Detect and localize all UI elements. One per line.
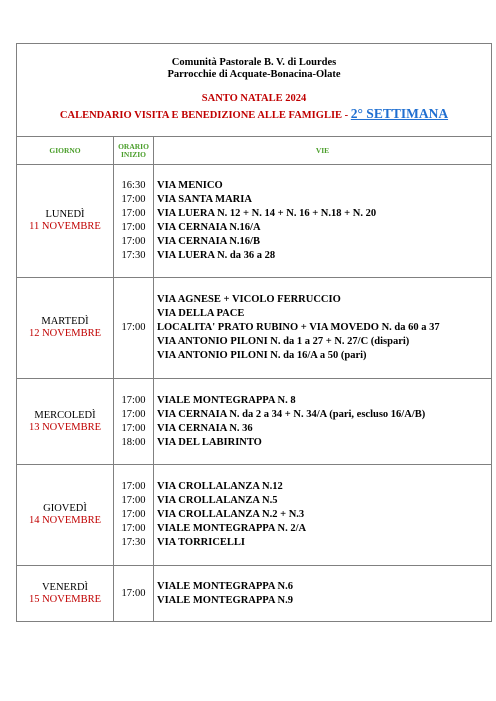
table-row — [17, 379, 492, 465]
street-item: VIALE MONTEGRAPPA N. 8 — [157, 394, 296, 406]
street-item: VIA CROLLALANZA N.2 + N.3 — [157, 509, 305, 520]
column-header-orario — [114, 137, 154, 165]
start-time: 17:00 — [121, 481, 146, 492]
day-name: LUNEDÌ — [45, 209, 85, 220]
day-name: MERCOLEDÌ — [34, 409, 96, 421]
streets-cell — [154, 465, 492, 566]
start-time: 17:00 — [121, 408, 146, 420]
column-header-giorno: GIORNO — [17, 137, 114, 165]
table-row — [17, 278, 492, 379]
day-cell — [17, 465, 114, 566]
street-item: VIA MENICO — [157, 180, 223, 191]
street-item: VIA LUERA N. da 36 a 28 — [157, 250, 276, 261]
start-time: 17:00 — [121, 523, 146, 534]
calendar-title-text: CALENDARIO VISITA E BENEDIZIONE ALLE FAMIGLIE - — [59, 110, 351, 121]
street-item: VIA AGNESE + VICOLO FERRUCCIO — [157, 294, 341, 305]
streets-cell — [154, 278, 492, 379]
start-time: 17:00 — [121, 587, 146, 599]
time-cell — [114, 379, 154, 465]
community-name: Comunità Pastorale B. V. di Lourdes — [171, 57, 337, 68]
day-cell — [17, 278, 114, 379]
time-cell — [114, 465, 154, 566]
start-time: 16:30 — [121, 180, 146, 191]
day-date: 14 NOVEMBRE — [28, 515, 102, 526]
start-time: 17:00 — [121, 194, 146, 205]
street-item: VIA DEL LABIRINTO — [157, 436, 262, 448]
table-row — [17, 165, 492, 278]
day-cell — [17, 379, 114, 465]
table-row — [17, 465, 492, 566]
time-cell — [114, 278, 154, 379]
day-date: 11 NOVEMBRE — [29, 221, 101, 232]
start-time: 17:00 — [121, 322, 146, 333]
street-item: VIA CERNAIA N.16/B — [157, 236, 260, 247]
start-time: 17:00 — [121, 236, 146, 247]
day-name: VENERDÌ — [41, 581, 89, 593]
parishes-name: Parrocchie di Acquate-Bonacina-Olate — [167, 69, 341, 80]
street-item: VIALE MONTEGRAPPA N. 2/A — [157, 523, 307, 534]
time-cell — [114, 165, 154, 278]
event-title: SANTO NATALE 2024 — [201, 93, 307, 104]
document-header — [17, 44, 492, 137]
time-cell — [114, 566, 154, 622]
day-cell — [17, 165, 114, 278]
street-item: VIA CERNAIA N. da 2 a 34 + N. 34/A (pari, escluso 16/A/B) — [157, 408, 426, 420]
day-name: GIOVEDÌ — [43, 503, 87, 514]
street-item: VIALE MONTEGRAPPA N.6 — [157, 580, 294, 592]
table-row — [17, 566, 492, 622]
day-date: 13 NOVEMBRE — [28, 421, 102, 433]
orario-line2: INIZIO — [120, 149, 146, 159]
start-time: 17:00 — [121, 422, 146, 434]
street-item: VIA CROLLALANZA N.5 — [157, 495, 278, 506]
day-date: 15 NOVEMBRE — [28, 593, 102, 605]
start-time: 17:00 — [121, 208, 146, 219]
street-item: VIA CROLLALANZA N.12 — [157, 481, 283, 492]
start-time: 17:30 — [121, 250, 146, 261]
start-time: 17:30 — [121, 537, 146, 548]
day-cell — [17, 566, 114, 622]
start-time: 17:00 — [121, 495, 146, 506]
streets-cell — [154, 566, 492, 622]
start-time: 18:00 — [121, 436, 146, 448]
street-item: VIA CERNAIA N. 36 — [157, 422, 253, 434]
street-item: VIA DELLA PACE — [157, 308, 245, 319]
street-item: VIA ANTONIO PILONI N. da 16/A a 50 (pari) — [157, 350, 367, 361]
street-item: VIA LUERA N. 12 + N. 14 + N. 16 + N.18 + N. 20 — [157, 208, 377, 219]
street-item: VIA CERNAIA N.16/A — [157, 222, 261, 233]
calendar-title — [17, 105, 491, 123]
street-item: VIALE MONTEGRAPPA N.9 — [157, 594, 294, 606]
street-item: VIA TORRICELLI — [157, 537, 246, 548]
street-item: LOCALITA' PRATO RUBINO + VIA MOVEDO N. da 60 a 37 — [157, 322, 440, 333]
calendar-table — [16, 43, 492, 622]
streets-cell — [154, 165, 492, 278]
start-time: 17:00 — [121, 509, 146, 520]
week-label: 2° SETTIMANA — [350, 106, 449, 121]
streets-cell — [154, 379, 492, 465]
day-date: 12 NOVEMBRE — [28, 328, 102, 339]
column-header-vie: VIE — [154, 137, 492, 165]
street-item: VIA SANTA MARIA — [157, 194, 252, 205]
start-time: 17:00 — [121, 394, 146, 406]
orario-line1: ORARIO — [118, 141, 149, 151]
start-time: 17:00 — [121, 222, 146, 233]
street-item: VIA ANTONIO PILONI N. da 1 a 27 + N. 27/C (dispari) — [157, 336, 410, 347]
day-name: MARTEDÌ — [41, 316, 89, 327]
